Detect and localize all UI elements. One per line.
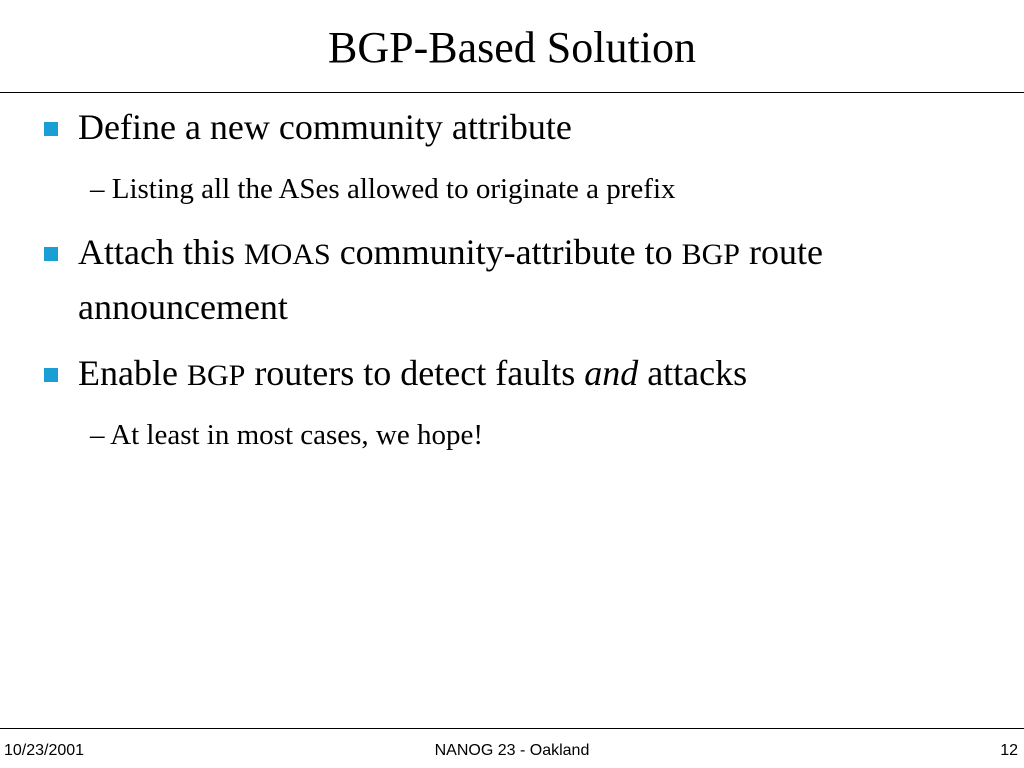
acronym-bgp: BGP xyxy=(186,359,246,392)
footer-event: NANOG 23 - Oakland xyxy=(434,742,590,759)
acronym-moas: MOAS xyxy=(243,238,331,271)
bullet-square-icon xyxy=(44,247,58,261)
bullet-text: Attach this xyxy=(78,232,244,272)
emphasis-text: and xyxy=(584,353,639,393)
footer-rule xyxy=(0,728,1024,729)
sub-bullet-item: – At least in most cases, we hope! xyxy=(90,419,484,451)
bullet-square-icon xyxy=(44,368,58,382)
bullet-square-icon xyxy=(44,122,58,136)
footer-date: 10/23/2001 xyxy=(4,742,85,759)
title-rule xyxy=(0,92,1024,93)
bullet-text: Enable xyxy=(78,353,187,393)
sub-bullet-item: – Listing all the ASes allowed to originate a prefix xyxy=(90,173,676,205)
bullet-text: routers to detect faults xyxy=(245,353,585,393)
bullet-text: route announcement xyxy=(78,232,823,327)
bullet-text: attacks xyxy=(638,353,748,393)
bullet-item: Define a new community attribute xyxy=(78,107,572,147)
slide-title: BGP-Based Solution xyxy=(328,23,696,72)
footer-page-number: 12 xyxy=(1000,742,1018,759)
acronym-bgp: BGP xyxy=(681,238,740,271)
bullet-item xyxy=(78,226,958,334)
bullet-text: community-attribute to xyxy=(330,232,682,272)
bullet-item xyxy=(78,347,958,402)
